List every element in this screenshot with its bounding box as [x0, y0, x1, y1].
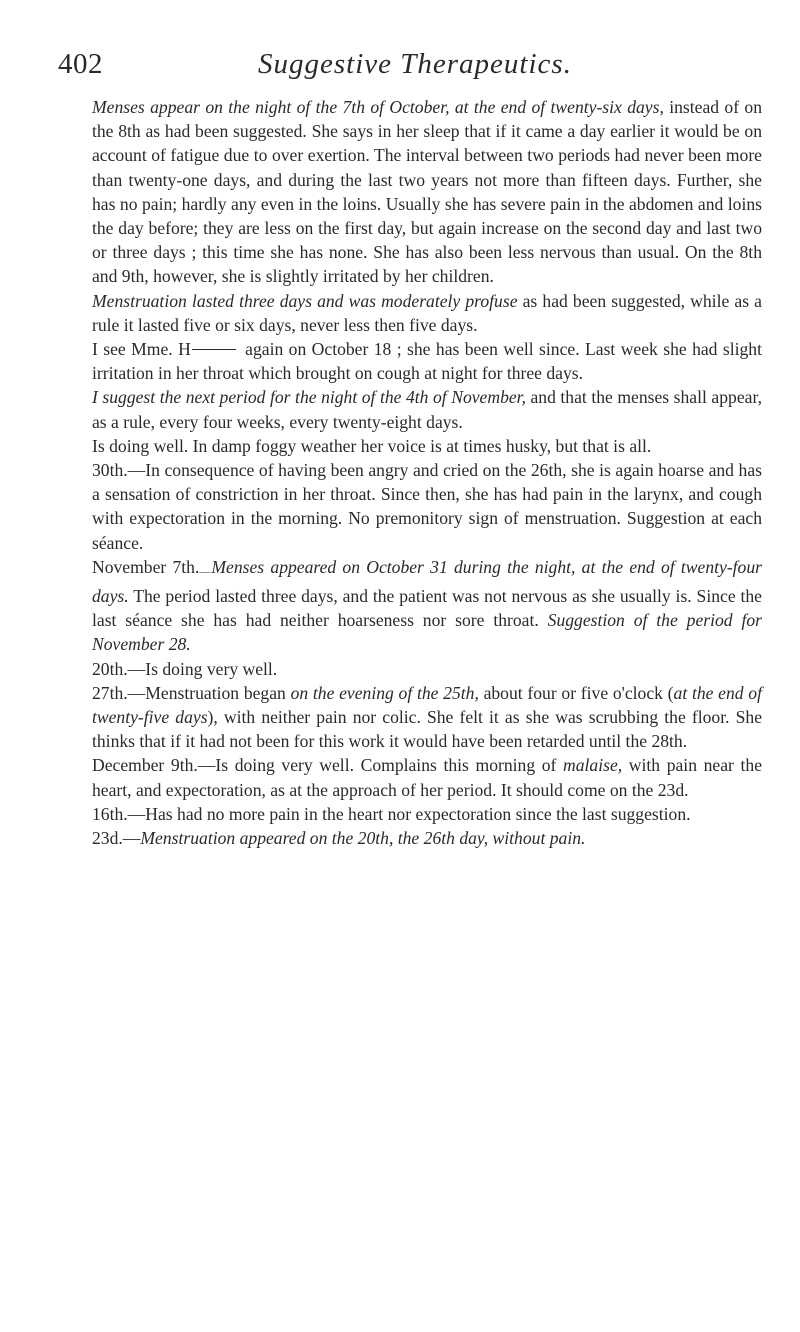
name-dash-rule — [192, 349, 236, 350]
text-run: 16th.—Has had no more pain in the heart nor expectoration since the last suggestion. — [92, 803, 691, 824]
italic-text: Menstruation appeared on the 20th, the 26th day, without pain. — [140, 828, 586, 849]
italic-text: Menses appeared on October 31 during the night, at the end of twenty-four days. — [92, 556, 763, 607]
text-run: November 7th. — [92, 556, 200, 577]
text-run: about four or five o'clock ( — [478, 682, 674, 703]
text-run: as had been suggested, while as a rule it lasted five or six days, never less then five days. — [92, 290, 762, 335]
paragraph — [92, 458, 762, 555]
text-run: Is doing well. In damp foggy weather her voice is at times husky, but that is all. — [92, 435, 652, 456]
paragraph — [92, 337, 762, 385]
body-text — [92, 95, 762, 850]
text-run: and that the menses shall appear, as a rule, every four weeks, every twenty-eight days. — [92, 387, 762, 432]
text-run: again on October 18 ; she has been well since. Last week she had slight irritation in her throat which brought on cough at night for three days. — [92, 339, 762, 384]
paragraph — [92, 826, 762, 850]
paragraph — [92, 95, 762, 289]
text-run: 30th.—In consequence of having been angry and cried on the 26th, she is again hoarse and has a sensation of constriction in her throat. Since then, she has had pain in the larynx, and cough with expectoration in the morning. No premonitory sign of menstruation. Suggestion at each séance. — [92, 460, 762, 553]
paragraph — [92, 434, 762, 458]
italic-text: Menstruation lasted three days and was moderately profuse — [92, 290, 518, 311]
italic-text: on the evening of the 25th, — [290, 682, 479, 703]
text-run: 23d.— — [92, 828, 141, 849]
text-run: I see Mme. H — [92, 339, 191, 360]
text-run: 20th.—Is doing very well. — [92, 658, 278, 679]
text-run: with pain near the heart, and expectoration, as at the approach of her period. It should come on the 23d. — [92, 755, 762, 800]
paragraph — [92, 555, 762, 657]
text-run: 27th.—Menstruation began — [92, 682, 291, 703]
header-title: Suggestive Therapeutics. — [258, 48, 572, 80]
paragraph — [92, 385, 762, 433]
paragraph — [92, 802, 762, 826]
handwritten-mark: — — [199, 565, 211, 578]
text-run: ), with neither pain nor colic. She felt it as she was scrubbing the floor. She thinks that if it had not been for this work it would have been retarded until the 28th. — [92, 707, 762, 752]
italic-text: at the end of twenty-five days — [92, 682, 762, 728]
italic-text: I suggest the next period for the night of the 4th of November, — [92, 387, 526, 408]
paragraph — [92, 289, 762, 337]
text-run: December 9th.—Is doing very well. Complains this morning of — [92, 755, 564, 776]
paragraph — [92, 753, 762, 801]
text-run: instead of on the 8th as had been suggested. She says in her sleep that if it came a day earlier it would be on account of fatigue due to over exertion. The interval between two periods had never been more than twenty-one days, and during the last two years not more than fifteen days. Further, she has no pain; hardly any even in the loins. Usually she has severe pain in the abdomen and loins the day before; they are less on the first day, but again increase on the second day and last two or three days ; this time she has none. She has also been less nervous than usual. On the 8th and 9th, however, she is slightly irritated by her children. — [92, 97, 763, 287]
text-run: The period lasted three days, and the patient was not nervous as she usually is. Since the last séance she has had neither hoarseness nor sore throat. — [92, 586, 762, 631]
running-head — [58, 48, 758, 88]
italic-text: Menses appear on the night of the 7th of October, at the end of twenty-six days, — [92, 97, 664, 117]
page-number: 402 — [58, 48, 103, 80]
paragraph — [92, 657, 762, 681]
italic-text: Suggestion of the period for November 28. — [92, 610, 762, 655]
paragraph — [92, 681, 762, 754]
italic-text: malaise, — [563, 755, 623, 776]
